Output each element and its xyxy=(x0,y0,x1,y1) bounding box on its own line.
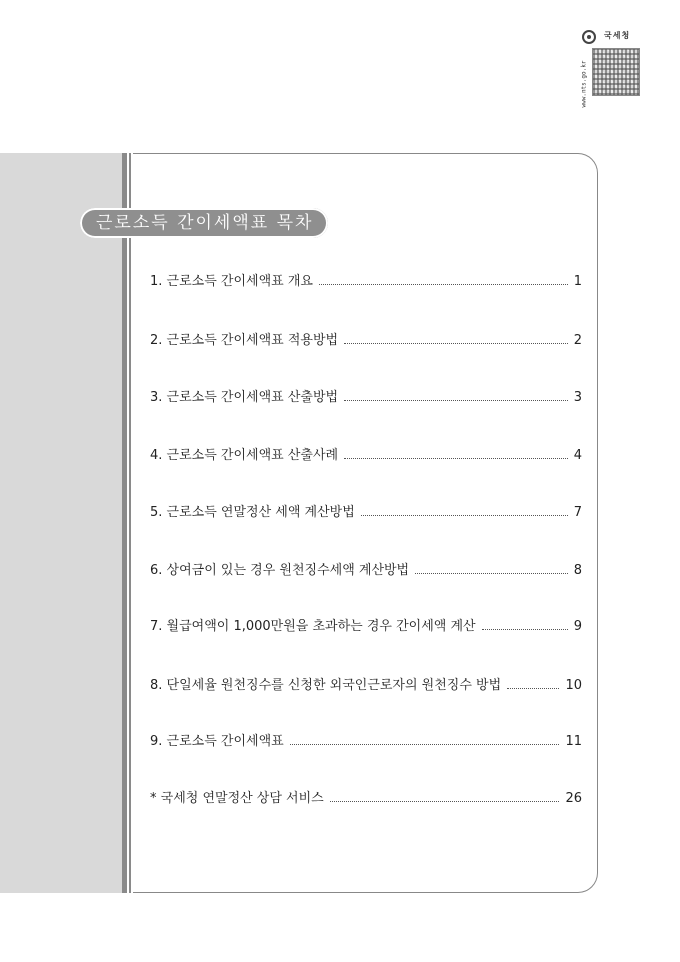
toc-entry-page: 10 xyxy=(565,678,582,693)
toc-entry-page: 7 xyxy=(573,505,582,520)
dot-leader xyxy=(344,392,568,401)
toc-entry-number: 3. xyxy=(150,390,167,405)
dot-leader xyxy=(330,793,560,802)
toc-entry-label: 근로소득 간이세액표 적용방법 xyxy=(166,333,339,348)
divider xyxy=(129,153,131,893)
toc-entry-page: 26 xyxy=(565,791,582,806)
toc-entry-page: 2 xyxy=(573,333,582,348)
nts-logo xyxy=(576,24,646,108)
qr-code-icon xyxy=(592,48,640,96)
toc-entry-label: 국세청 연말정산 상담 서비스 xyxy=(160,791,324,806)
toc-entry[interactable] xyxy=(150,329,582,351)
toc-entry[interactable] xyxy=(150,674,582,696)
logo-url: www.nts.go.kr xyxy=(580,60,588,108)
toc-entry-page: 9 xyxy=(573,619,582,634)
toc-entry[interactable] xyxy=(150,787,582,809)
toc-entry[interactable] xyxy=(150,501,582,523)
dot-leader xyxy=(482,621,568,630)
side-panel xyxy=(0,153,122,893)
toc-entry-number: 7. xyxy=(150,619,167,634)
toc-entry-page: 4 xyxy=(573,448,582,463)
toc-entry-number: 5. xyxy=(150,505,167,520)
toc-entry-page: 3 xyxy=(573,390,582,405)
content-frame xyxy=(133,153,598,893)
toc-entry-number: 1. xyxy=(150,274,167,289)
nts-emblem-icon xyxy=(582,30,596,44)
toc-entry-page: 8 xyxy=(573,563,582,578)
toc-entry-number: 4. xyxy=(150,448,167,463)
toc-entry-page: 11 xyxy=(565,734,582,749)
toc-entry-number: * xyxy=(150,791,161,806)
dot-leader xyxy=(319,276,568,285)
dot-leader xyxy=(290,736,560,745)
dot-leader xyxy=(361,507,568,516)
toc-entry-number: 6. xyxy=(150,563,167,578)
dot-leader xyxy=(507,680,559,689)
toc-entry-number: 2. xyxy=(150,333,167,348)
toc-entry[interactable] xyxy=(150,559,582,581)
toc-entry-label: 단일세율 원천징수를 신청한 외국인근로자의 원천징수 방법 xyxy=(166,678,502,693)
toc-entry-label: 근로소득 연말정산 세액 계산방법 xyxy=(166,505,355,520)
divider xyxy=(122,153,127,893)
toc-entry[interactable] xyxy=(150,386,582,408)
toc-entry[interactable] xyxy=(150,615,582,637)
logo-text: 국세청 xyxy=(604,31,631,40)
toc-entry[interactable] xyxy=(150,270,582,292)
toc-entry[interactable] xyxy=(150,444,582,466)
toc-entry-label: 근로소득 간이세액표 산출방법 xyxy=(166,390,339,405)
toc-entry-label: 월급여액이 1,000만원을 초과하는 경우 간이세액 계산 xyxy=(166,619,476,634)
toc-entry[interactable] xyxy=(150,730,582,752)
toc-entry-page: 1 xyxy=(573,274,582,289)
dot-leader xyxy=(344,450,568,459)
toc-entry-label: 근로소득 간이세액표 산출사례 xyxy=(166,448,339,463)
dot-leader xyxy=(415,565,568,574)
toc-entry-number: 9. xyxy=(150,734,167,749)
toc-title: 근로소득 간이세액표 목차 xyxy=(80,208,328,238)
toc-entry-label: 근로소득 간이세액표 xyxy=(166,734,284,749)
dot-leader xyxy=(344,335,568,344)
toc-entry-number: 8. xyxy=(150,678,167,693)
toc-entry-label: 상여금이 있는 경우 원천징수세액 계산방법 xyxy=(166,563,410,578)
toc-entry-label: 근로소득 간이세액표 개요 xyxy=(166,274,313,289)
